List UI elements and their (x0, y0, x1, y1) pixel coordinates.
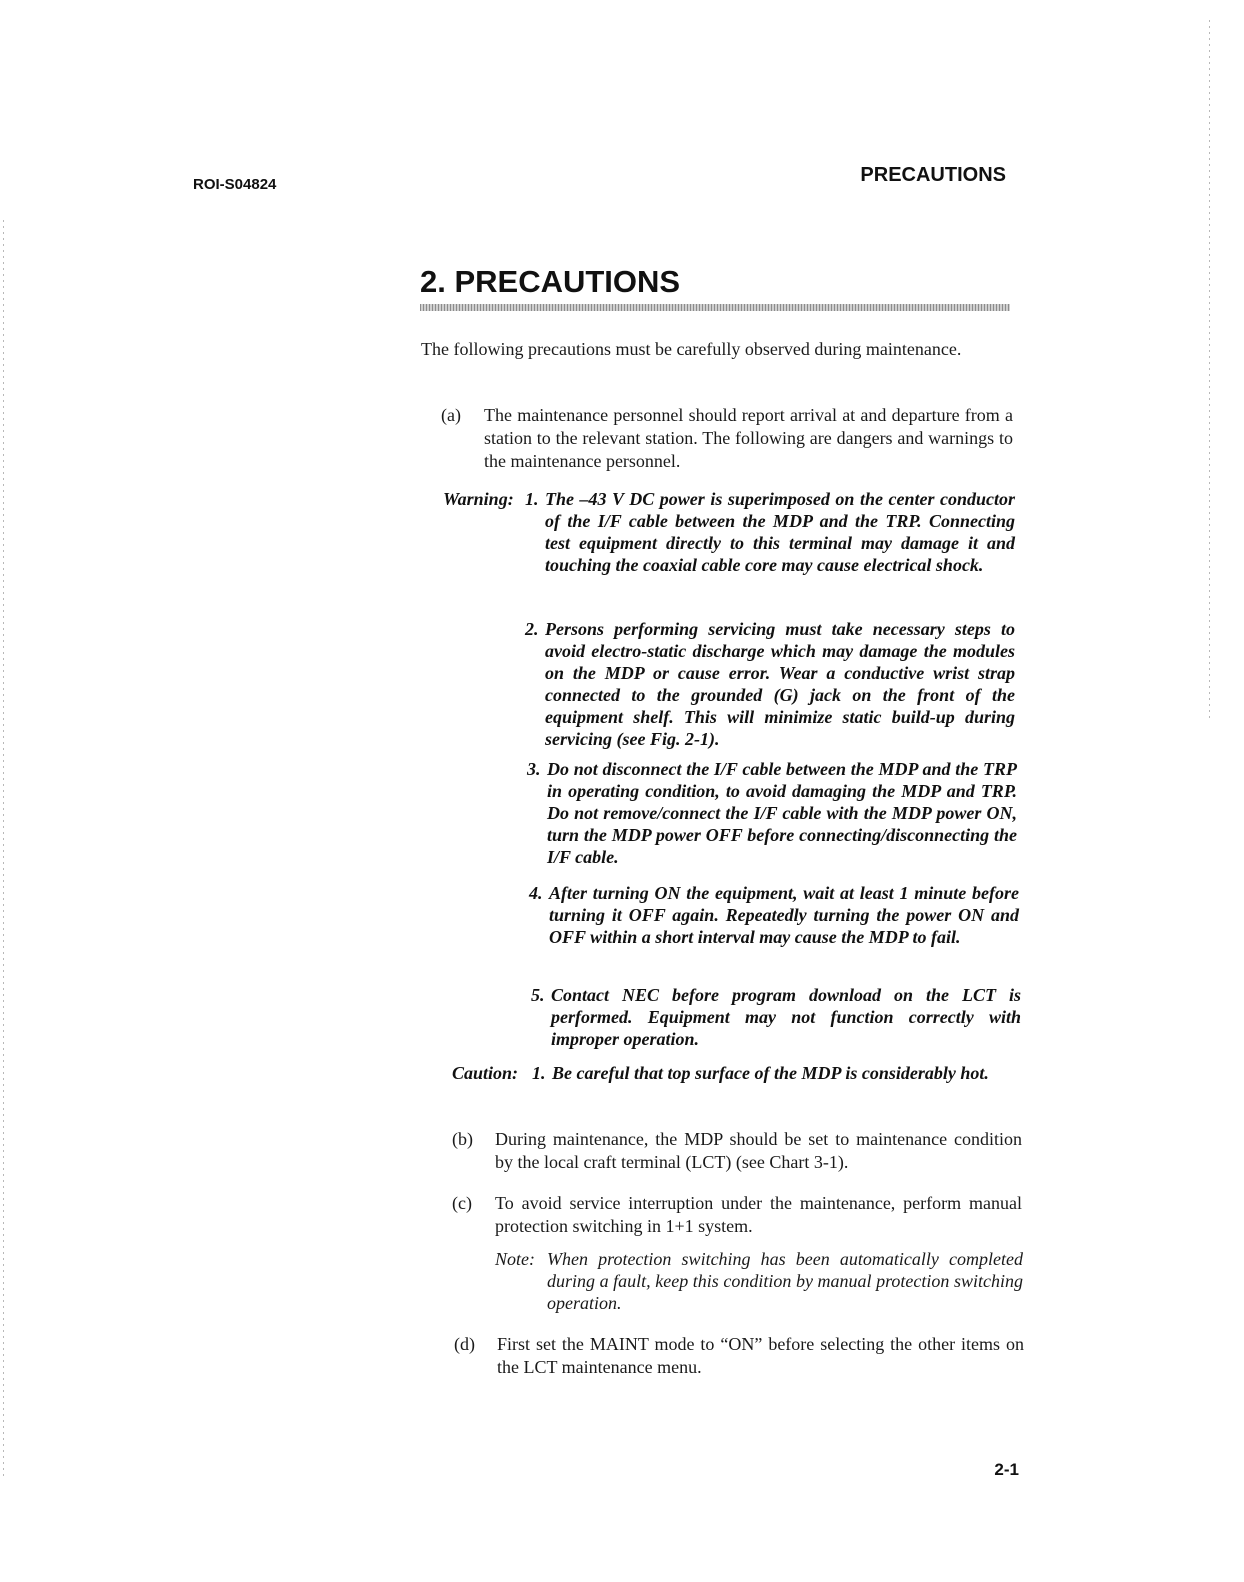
left-margin-scan-dots (3, 220, 4, 1480)
list-item-c (452, 1192, 1022, 1238)
warning-text-1: The –43 V DC power is superimposed on the center conductor of the I/F cable between the MDP and the TRP. Connecting test equipment directly to this terminal may damage it and touching the coaxial cable core may cause electrical shock. (545, 489, 1015, 575)
warning-num-3: 3. (527, 759, 541, 779)
section-title: 2. PRECAUTIONS (420, 264, 681, 299)
warning-num-5: 5. (531, 985, 545, 1005)
list-text-d: First set the MAINT mode to “ON” before selecting the other items on the LCT maintenance menu. (497, 1334, 1024, 1377)
caution-text-1: Be careful that top surface of the MDP is considerably hot. (552, 1063, 989, 1083)
list-text-b: During maintenance, the MDP should be set to maintenance condition by the local craft terminal (LCT) (see Chart 3-1). (495, 1129, 1022, 1172)
warning-text-3: Do not disconnect the I/F cable between the MDP and the TRP in operating condition, to avoid damaging the MDP and TRP. Do not remove/connect the I/F cable with the MDP power ON, turn the MDP power OFF before connecting/disconnecting the I/F cable. (547, 759, 1017, 867)
document-id: ROI-S04824 (193, 176, 277, 193)
note-text: When protection switching has been automatically completed during a fault, keep this condition by manual protection switching operation. (547, 1249, 1023, 1313)
warning-num-4: 4. (529, 883, 543, 903)
caution-item-1 (452, 1062, 1012, 1084)
warning-num-2: 2. (525, 619, 539, 639)
list-label-c: (c) (452, 1193, 472, 1213)
running-section-header: PRECAUTIONS (860, 164, 1006, 186)
list-text-a: The maintenance personnel should report arrival at and departure from a station to the relevant station. The following are dangers and warnings to the maintenance personnel. (484, 405, 1013, 471)
caution-num-1: 1. (532, 1063, 546, 1083)
warning-item-5 (531, 984, 1021, 1050)
section-heading (420, 264, 1010, 311)
page-number: 2-1 (994, 1460, 1019, 1479)
list-label-b: (b) (452, 1129, 473, 1149)
list-item-b (452, 1128, 1022, 1174)
warning-item-4 (529, 882, 1019, 948)
list-label-a: (a) (441, 405, 461, 425)
note-label: Note: (495, 1249, 535, 1269)
warning-text-5: Contact NEC before program download on the LCT is performed. Equipment may not function correctly with improper operation. (551, 985, 1021, 1049)
list-text-c: To avoid service interruption under the maintenance, perform manual protection switching in 1+1 system. (495, 1193, 1022, 1236)
title-underline-rule (420, 304, 1010, 311)
note-block (495, 1248, 1023, 1314)
warning-text-2: Persons performing servicing must take necessary steps to avoid electro-static discharge which may damage the modules on the MDP or cause error. Wear a conductive wrist strap connected to the grounded (G) jack on the front of the equipment shelf. This will minimize static build-up during servicing (see Fig. 2-1). (545, 619, 1015, 749)
caution-label: Caution: (452, 1063, 519, 1083)
warning-item-1 (443, 488, 1015, 576)
right-margin-scan-dots (1209, 20, 1210, 720)
warning-num-1: 1. (525, 489, 539, 509)
list-label-d: (d) (454, 1334, 475, 1354)
list-item-d (454, 1333, 1024, 1379)
list-item-a (441, 404, 1013, 473)
warning-text-4: After turning ON the equipment, wait at least 1 minute before turning it OFF again. Repeatedly turning the power ON and OFF within a short interval may cause the MDP to fail. (549, 883, 1019, 947)
warning-item-2 (525, 618, 1015, 750)
intro-paragraph: The following precautions must be carefully observed during maintenance. (421, 339, 962, 359)
warning-label: Warning: (443, 489, 514, 509)
warning-item-3 (527, 758, 1017, 868)
